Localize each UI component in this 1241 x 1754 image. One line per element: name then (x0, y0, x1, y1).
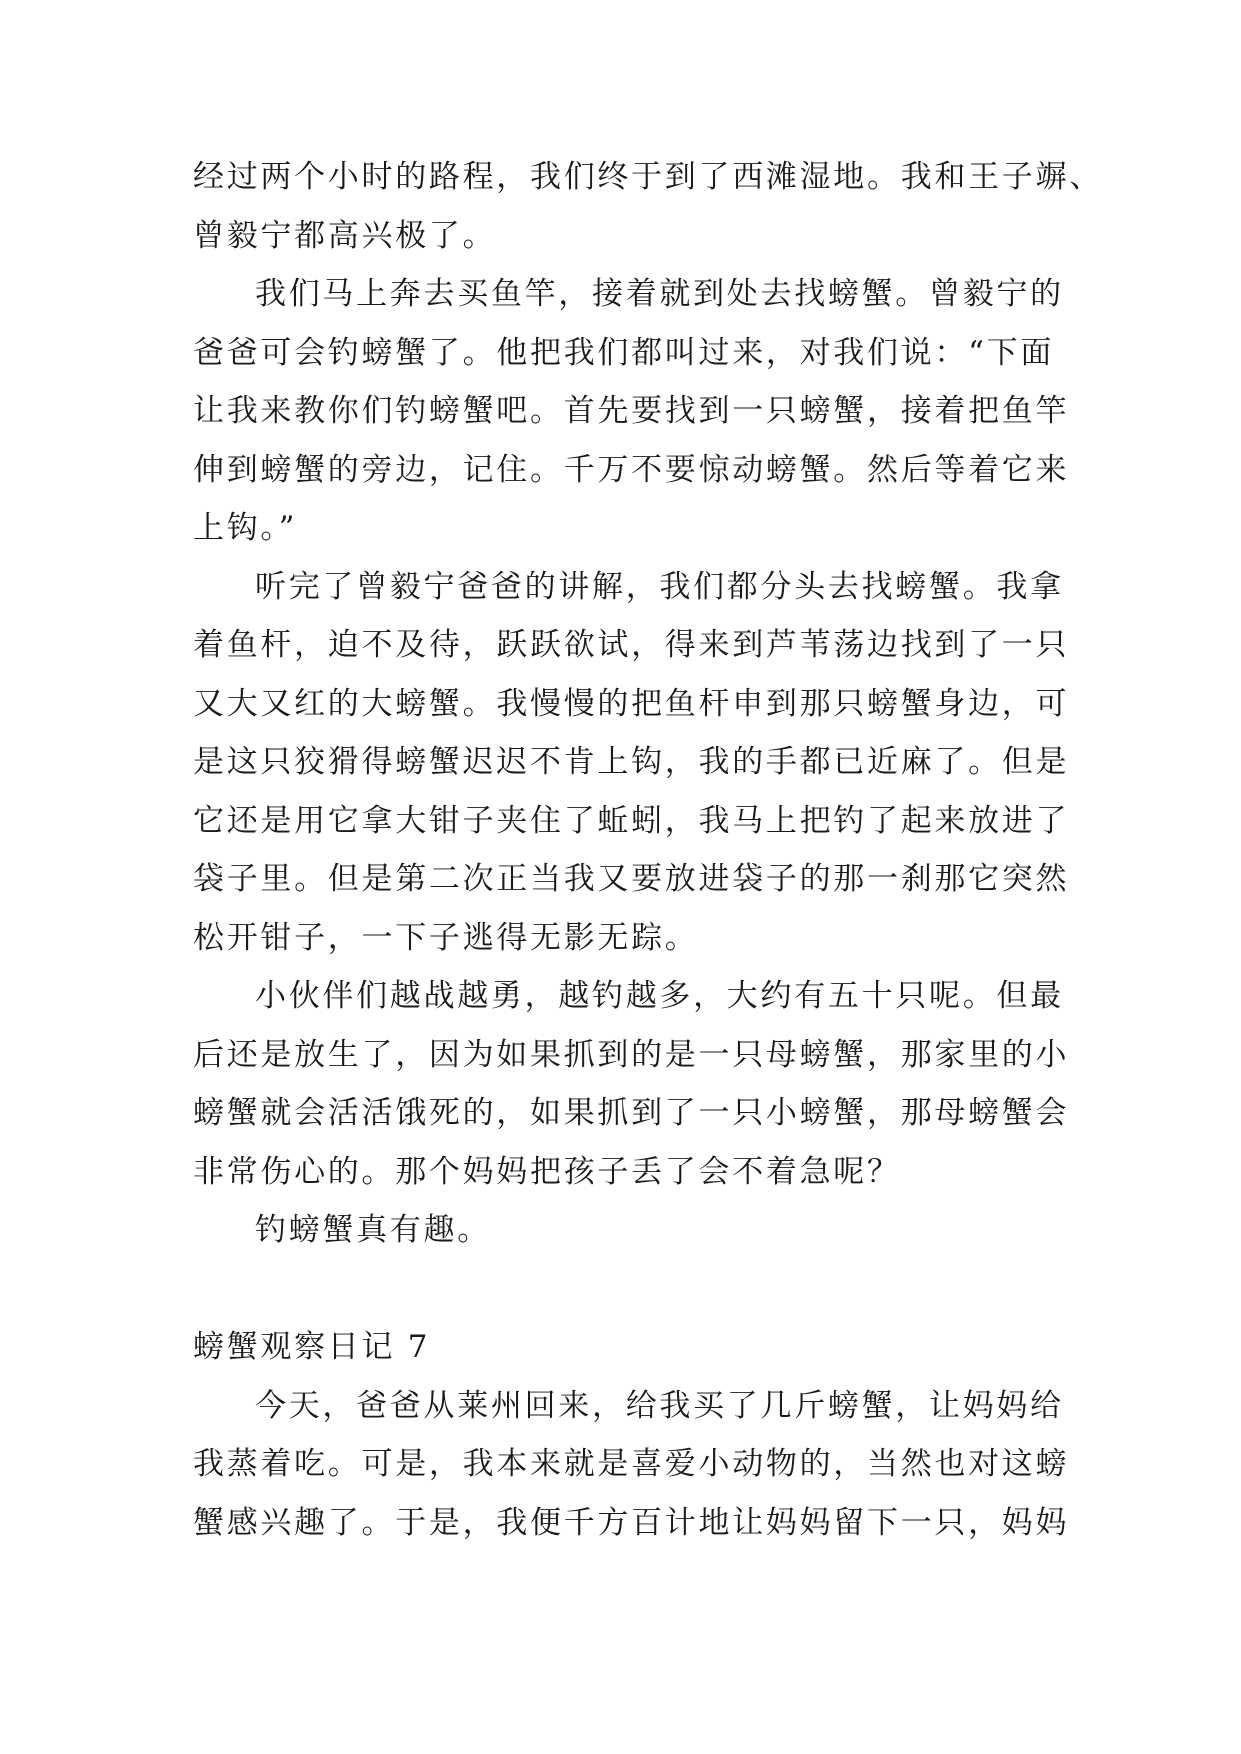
text-line: 是这只狡猾得螃蟹迟迟不肯上钩，我的手都已近麻了。但是 (193, 744, 1070, 780)
text-line: 上钩。” (193, 510, 298, 546)
text-line: 小伙伴们越战越勇，越钓越多，大约有五十只呢。但最 (255, 978, 1064, 1014)
text-line: 非常伤心的。那个妈妈把孩子丢了会不着急呢？ (193, 1153, 901, 1190)
section-title: 螃蟹观察日记 7 (193, 1329, 431, 1365)
text-line: 伸到螃蟹的旁边，记住。千万不要惊动螃蟹。然后等着它来 (193, 451, 1070, 488)
text-line: 曾毅宁都高兴极了。 (193, 217, 497, 254)
text-line: 袋子里。但是第二次正当我又要放进袋子的那一刹那它突然 (193, 861, 1070, 897)
text-line: 松开钳子，一下子逃得无影无踪。 (193, 919, 699, 956)
document-page (193, 148, 1103, 1552)
text-line: 让我来教你们钓螃蟹吧。首先要找到一只螃蟹，接着把鱼竿 (193, 393, 1070, 429)
text-line: 又大又红的大螃蟹。我慢慢的把鱼杆申到那只螃蟹身边，可 (193, 685, 1070, 722)
text-line: 经过两个小时的路程，我们终于到了西滩湿地。我和王子竮、 (193, 159, 1103, 195)
text-line: 螃蟹就会活活饿死的，如果抓到了一只小螃蟹，那母螃蟹会 (193, 1095, 1070, 1131)
text-line: 听完了曾毅宁爸爸的讲解，我们都分头去找螃蟹。我拿 (255, 568, 1064, 605)
text-line: 后还是放生了，因为如果抓到的是一只母螃蟹，那家里的小 (193, 1036, 1070, 1073)
text-line: 今天，爸爸从莱州回来，给我买了几斤螃蟹，让妈妈给 (255, 1387, 1064, 1424)
text-line: 钓螃蟹真有趣。 (255, 1212, 491, 1248)
paragraph-gap (193, 1260, 1055, 1319)
text-line: 爸爸可会钓螃蟹了。他把我们都叫过来，对我们说：“下面 (193, 334, 1055, 371)
text-line: 我蒸着吃。可是，我本来就是喜爱小动物的，当然也对这螃 (193, 1446, 1070, 1482)
text-line: 它还是用它拿大钳子夹住了蚯蚓，我马上把钓了起来放进了 (193, 802, 1070, 839)
text-line: 蟹感兴趣了。于是，我便千方百计地让妈妈留下一只，妈妈 (193, 1504, 1070, 1541)
text-line: 着鱼杆，迫不及待，跃跃欲试，得来到芦苇荡边找到了一只 (193, 627, 1070, 663)
text-line: 我们马上奔去买鱼竿，接着就到处去找螃蟹。曾毅宁的 (255, 276, 1064, 312)
